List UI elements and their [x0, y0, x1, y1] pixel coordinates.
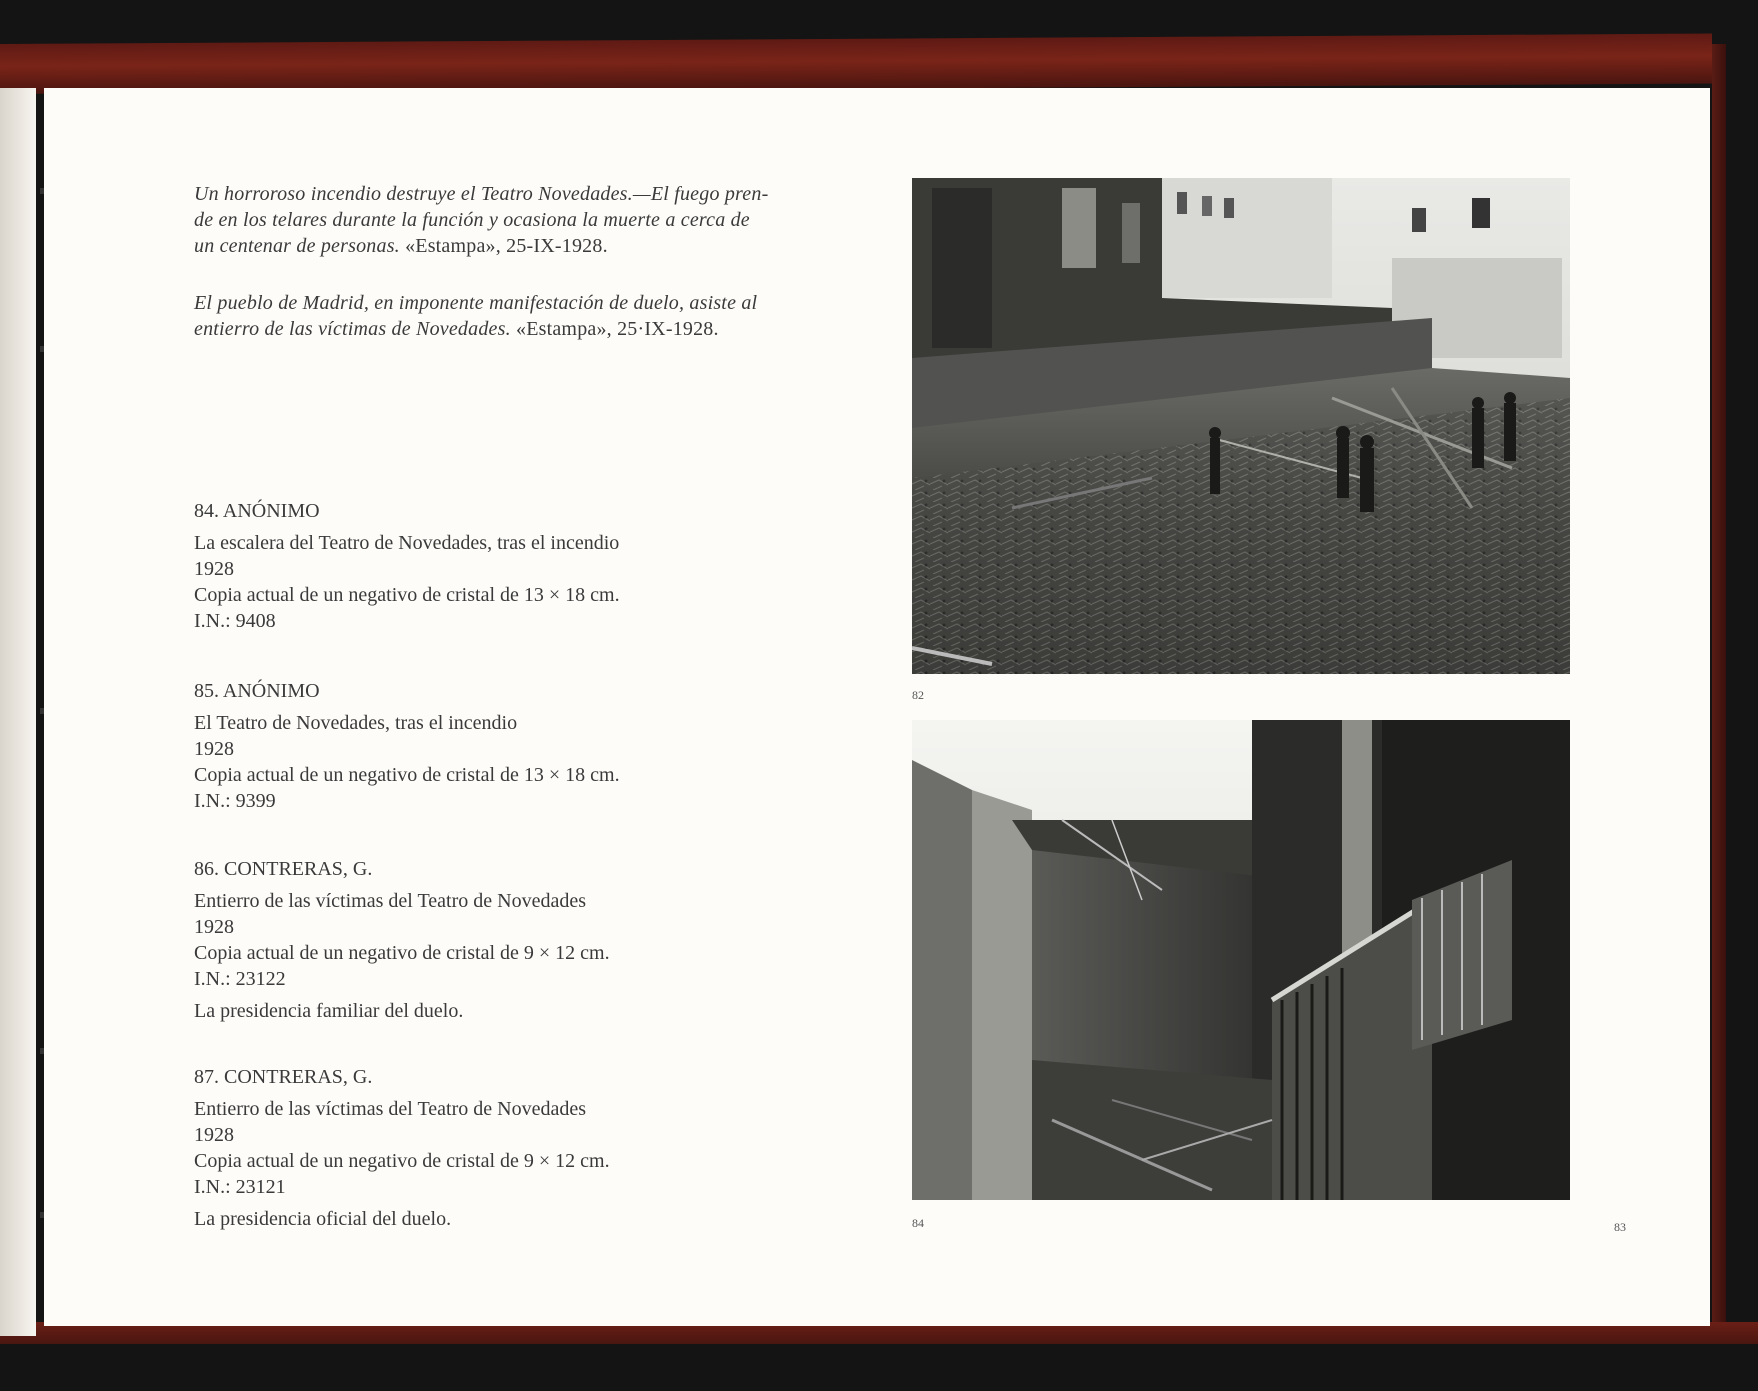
caption-line: El pueblo de Madrid, en imponente manifestación de duelo, asiste al	[194, 292, 758, 314]
photo-caption-2	[194, 290, 866, 342]
entry-year: 1928	[194, 738, 234, 760]
book-edge-right	[1712, 44, 1726, 1344]
caption-source: «Estampa», 25·IX-1928.	[516, 318, 719, 340]
entry-heading: 86. CONTRERAS, G.	[194, 858, 373, 880]
caption-line	[194, 316, 866, 342]
caption-text: entierro de las víctimas de Novedades.	[194, 318, 511, 340]
entry-title: La escalera del Teatro de Novedades, tras el incendio	[194, 532, 620, 554]
entry-year: 1928	[194, 916, 234, 938]
entry-title: El Teatro de Novedades, tras el incendio	[194, 712, 518, 734]
entry-inventory: I.N.: 23122	[194, 968, 286, 990]
entry-copy: Copia actual de un negativo de cristal de 13 × 18 cm.	[194, 584, 620, 606]
page-number: 83	[1614, 1220, 1626, 1234]
book-page	[44, 88, 1710, 1326]
catalog-entry-87	[194, 1064, 866, 1232]
entry-title: Entierro de las víctimas del Teatro de Novedades	[194, 1098, 586, 1120]
catalog-entry-86	[194, 856, 866, 1024]
entry-note: La presidencia familiar del duelo.	[194, 1000, 464, 1022]
entry-heading: 85. ANÓNIMO	[194, 680, 320, 702]
photo-caption-1	[194, 181, 866, 259]
entry-copy: Copia actual de un negativo de cristal de 9 × 12 cm.	[194, 1150, 610, 1172]
entry-heading: 84. ANÓNIMO	[194, 500, 320, 522]
caption-line: Un horroroso incendio destruye el Teatro Novedades.—El fuego pren-	[194, 183, 769, 205]
photo-burned-staircase	[912, 720, 1570, 1200]
entry-year: 1928	[194, 558, 234, 580]
caption-source: «Estampa», 25-IX-1928.	[405, 235, 608, 257]
catalog-entry-84	[194, 498, 866, 634]
entry-heading: 87. CONTRERAS, G.	[194, 1066, 373, 1088]
entry-inventory: I.N.: 23121	[194, 1176, 286, 1198]
entry-copy: Copia actual de un negativo de cristal de 13 × 18 cm.	[194, 764, 620, 786]
entry-note: La presidencia oficial del duelo.	[194, 1208, 452, 1230]
entry-copy: Copia actual de un negativo de cristal de 9 × 12 cm.	[194, 942, 610, 964]
figure-number: 82	[912, 688, 924, 702]
book-edge-top	[0, 34, 1712, 94]
book-spine	[0, 88, 36, 1336]
caption-text: un centenar de personas.	[194, 235, 400, 257]
entry-title: Entierro de las víctimas del Teatro de Novedades	[194, 890, 586, 912]
caption-line	[194, 233, 866, 259]
catalog-entry-85	[194, 678, 866, 814]
entry-year: 1928	[194, 1124, 234, 1146]
figure-number: 84	[912, 1216, 924, 1230]
entry-inventory: I.N.: 9408	[194, 610, 276, 632]
caption-line: de en los telares durante la función y ocasiona la muerte a cerca de	[194, 209, 750, 231]
photo-ruined-theatre	[912, 178, 1570, 674]
entry-inventory: I.N.: 9399	[194, 790, 276, 812]
